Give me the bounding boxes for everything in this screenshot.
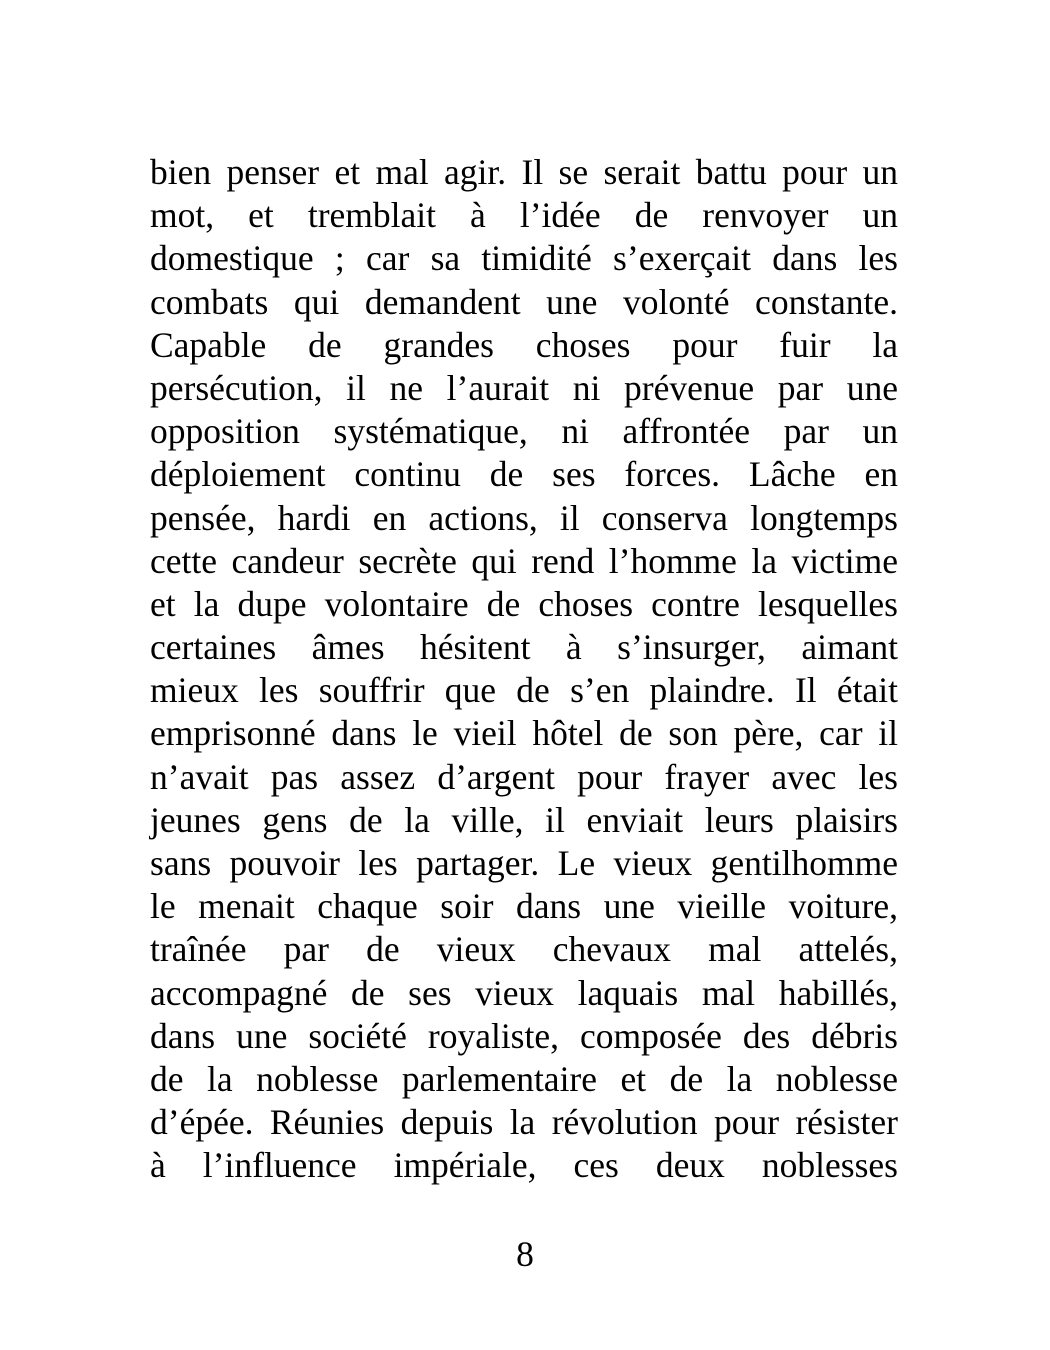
text-line: n’avait pas assez d’argent pour frayer avec les <box>150 756 898 797</box>
text-line: le menait chaque soir dans une vieille voiture, <box>150 886 898 927</box>
text-line: déploiement continu de ses forces. Lâche en <box>150 454 898 495</box>
text-line: combats qui demandent une volonté constante. <box>150 281 898 322</box>
text-line: bien penser et mal agir. Il se serait battu pour un <box>150 152 898 192</box>
text-line: de la noblesse parlementaire et de la noblesse <box>150 1058 898 1099</box>
text-line: sans pouvoir les partager. Le vieux gentilhomme <box>150 843 898 883</box>
text-line: mieux les souffrir que de s’en plaindre. Il était <box>150 670 898 711</box>
text-line: cette candeur secrète qui rend l’homme la victime <box>150 540 898 581</box>
text-line: jeunes gens de la ville, il enviait leurs plaisirs <box>150 799 898 840</box>
text-line: accompagné de ses vieux laquais mal habillés, <box>150 972 898 1013</box>
text-line: et la dupe volontaire de choses contre lesquelles <box>150 583 898 624</box>
text-line: opposition systématique, ni affrontée par un <box>150 411 898 452</box>
text-line: Capable de grandes choses pour fuir la <box>150 324 898 365</box>
text-line: certaines âmes hésitent à s’insurger, aimant <box>150 627 898 668</box>
text-line: mot, et tremblait à l’idée de renvoyer un <box>150 195 898 236</box>
text-line: pensée, hardi en actions, il conserva longtemps <box>150 497 898 538</box>
text-line: emprisonné dans le vieil hôtel de son père, car il <box>150 713 898 754</box>
text-line: domestique ; car sa timidité s’exerçait dans les <box>150 238 898 279</box>
text-line: traînée par de vieux chevaux mal attelés, <box>150 929 898 970</box>
text-line: à l’influence impériale, ces deux noblesses <box>150 1145 898 1186</box>
page-number: 8 <box>516 1234 534 1274</box>
body-text <box>150 151 898 1188</box>
text-line: persécution, il ne l’aurait ni prévenue par une <box>150 367 898 408</box>
text-line: d’épée. Réunies depuis la révolution pour résister <box>150 1102 898 1143</box>
text-line: dans une société royaliste, composée des débris <box>150 1015 898 1056</box>
